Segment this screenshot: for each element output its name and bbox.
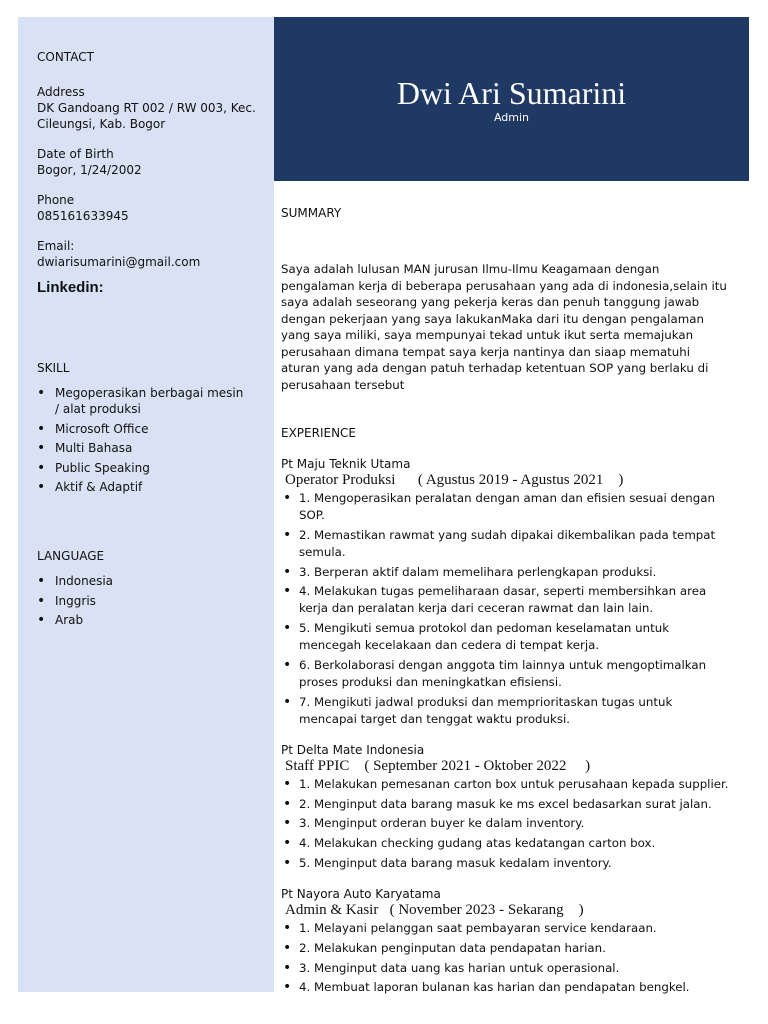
main-content [281, 205, 729, 999]
list-item: • Megoperasikan berbagai mesin / alat produksi [37, 385, 247, 417]
email-block [37, 238, 274, 270]
list-item: • Microsoft Office [37, 421, 247, 437]
list-item: • Indonesia [37, 573, 247, 589]
sidebar [18, 17, 274, 992]
list-item: • 5. Mengikuti semua protokol dan pedoman keselamatan untuk mencegah kecelakaan dan cedera di tempat kerja. [281, 620, 729, 654]
job-position: Admin & Kasir ( November 2023 - Sekarang ) [285, 901, 584, 918]
job-entry [281, 456, 729, 728]
list-item: • 4. Membuat laporan bulanan kas harian dan pendapatan bengkel. [281, 979, 729, 996]
summary-heading: SUMMARY [281, 206, 342, 220]
job-position: Staff PPIC ( September 2021 - Oktober 2022 ) [285, 757, 591, 774]
email-label: Email: [37, 239, 75, 253]
job-entry [281, 886, 729, 996]
list-item: • Public Speaking [37, 460, 247, 476]
address-label: Address [37, 85, 85, 99]
dob-label: Date of Birth [37, 147, 114, 161]
phone-label: Phone [37, 193, 75, 207]
email-value[interactable]: dwiarisumarini@gmail.com [37, 255, 201, 269]
candidate-role: Admin [493, 111, 530, 124]
list-item: • 3. Menginput orderan buyer ke dalam inventory. [281, 815, 729, 832]
candidate-name: Dwi Ari Sumarini [396, 75, 627, 111]
job-entry [281, 742, 729, 872]
job-position: Operator Produksi ( Agustus 2019 - Agustus 2021 ) [285, 472, 624, 488]
job-company: Pt Maju Teknik Utama [281, 457, 411, 471]
job-duties [281, 776, 729, 872]
skill-list [37, 385, 247, 495]
list-item: • 3. Menginput data uang kas harian untuk operasional. [281, 960, 729, 977]
summary-text: Saya adalah lulusan MAN jurusan Ilmu-Ilmu Keagamaan dengan pengalaman kerja di beberapa perusahaan yang ada di indonesia,selain itu saya adalah seseorang yang pekerja keras dan penuh tanggung jawab dengan pekerjaan yang saya lakukanMaka dari itu dengan pengalaman yang saya miliki, saya mempunyai tekad untuk ikut serta memajukan perusahaan dimana tempat saya kerja nantinya dan siaap mematuhi aturan yang ada dengan patuh terhadap ketentuan SOP yang berlaku di perusahaan tersebut [281, 262, 727, 392]
experience-heading: EXPERIENCE [281, 426, 357, 440]
language-section [37, 545, 247, 632]
list-item: • 4. Melakukan checking gudang atas kedatangan carton box. [281, 835, 729, 852]
job-company: Pt Delta Mate Indonesia [281, 742, 425, 757]
list-item: • 3. Berperan aktif dalam memelihara perlengkapan produksi. [281, 564, 729, 581]
linkedin-label: Linkedin: [37, 279, 104, 296]
list-item: • 7. Mengikuti jadwal produksi dan memprioritaskan tugas untuk mencapai target dan tenggat waktu produksi. [281, 694, 729, 728]
list-item: • 4. Melakukan tugas pemeliharaan dasar, seperti membersihkan area kerja dan peralatan kerja dari ceceran rawmat dan lain lain. [281, 583, 729, 617]
job-company: Pt Nayora Auto Karyatama [281, 886, 441, 901]
phone-block [37, 192, 274, 224]
address-block [37, 84, 274, 132]
list-item: • 6. Berkolaborasi dengan anggota tim lainnya untuk mengoptimalkan proses produksi dan meningkatkan efisiensi. [281, 657, 729, 691]
language-list [37, 573, 247, 628]
list-item: • 5. Menginput data barang masuk kedalam inventory. [281, 855, 729, 872]
list-item: • 1. Melakukan pemesanan carton box untuk perusahaan kepada supplier. [281, 776, 729, 793]
header-banner [274, 17, 749, 181]
list-item: • Aktif & Adaptif [37, 479, 247, 495]
language-heading: LANGUAGE [37, 549, 105, 563]
skill-heading: SKILL [37, 361, 70, 375]
list-item: • Inggris [37, 593, 247, 609]
list-item: • Multi Bahasa [37, 440, 247, 456]
list-item: • 1. Melayani pelanggan saat pembayaran service kendaraan. [281, 920, 729, 937]
dob-block [37, 146, 274, 178]
job-duties [281, 490, 729, 728]
dob-value: Bogor, 1/24/2002 [37, 163, 142, 177]
list-item: • 2. Memastikan rawmat yang sudah dipakai dikembalikan pada tempat semula. [281, 527, 729, 561]
skill-section [37, 357, 247, 499]
job-duties [281, 920, 729, 996]
list-item: • 2. Menginput data barang masuk ke ms excel bedasarkan surat jalan. [281, 796, 729, 813]
list-item: • 1. Mengoperasikan peralatan dengan aman dan efisien sesuai dengan SOP. [281, 490, 729, 524]
list-item: • 2. Melakukan penginputan data pendapatan harian. [281, 940, 729, 957]
address-value: DK Gandoang RT 002 / RW 003, Kec. Cileungsi, Kab. Bogor [37, 101, 256, 131]
list-item: • Arab [37, 612, 247, 628]
phone-value: 085161633945 [37, 209, 129, 223]
contact-heading: CONTACT [37, 50, 94, 64]
